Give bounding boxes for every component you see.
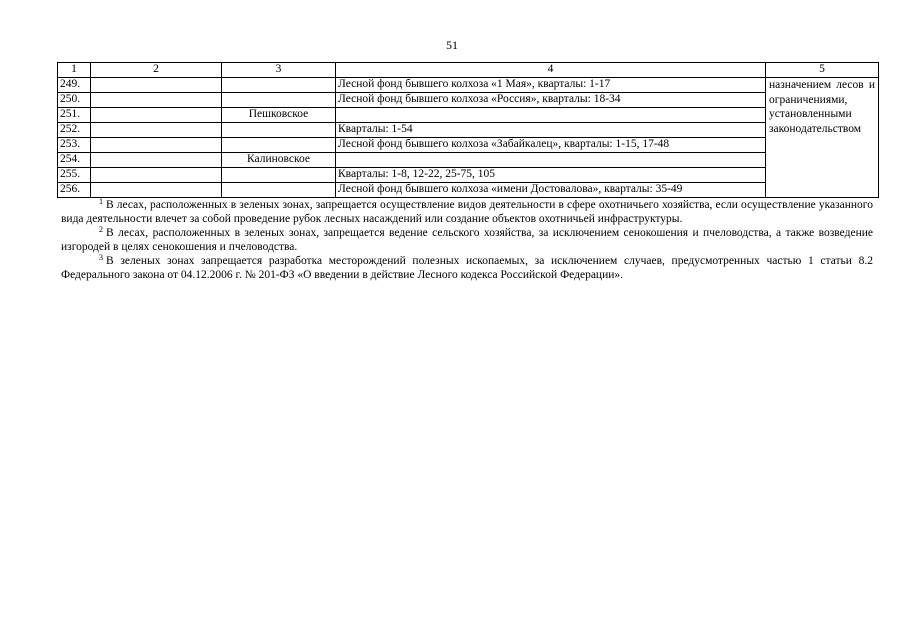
row-col-2 xyxy=(91,123,222,138)
table-row xyxy=(58,93,879,108)
header-col-4: 4 xyxy=(336,63,766,78)
row-col-3 xyxy=(222,93,336,108)
row-number: 255. xyxy=(58,168,91,183)
row-col-4: Лесной фонд бывшего колхоза «Забайкалец», кварталы: 1-15, 17-48 xyxy=(336,138,766,153)
footnote-1 xyxy=(61,198,873,226)
row-col-2 xyxy=(91,138,222,153)
table-row xyxy=(58,168,879,183)
footnote-2 xyxy=(61,226,873,254)
footnotes xyxy=(61,198,873,282)
row-col-3 xyxy=(222,123,336,138)
row-col-2 xyxy=(91,183,222,198)
footnote-3 xyxy=(61,254,873,282)
row-col-3: Пешковское xyxy=(222,108,336,123)
footnote-2-text: В лесах, расположенных в зеленых зонах, запрещается ведение сельского хозяйства, за исключением сенокошения и пчеловодства, а также возведение изгородей в целях сенокошения и пчеловодства. xyxy=(61,227,873,253)
row-col-4 xyxy=(336,153,766,168)
table-row xyxy=(58,78,879,93)
row-col-2 xyxy=(91,153,222,168)
footnote-3-text: В зеленых зонах запрещается разработка месторождений полезных ископаемых, за исключением случаев, предусмотренных частью 1 статьи 8.2 Федерального закона от 04.12.2006 г. № 201-ФЗ «О введении в действие Лесного кодекса Российской Федерации». xyxy=(61,255,873,281)
table-row xyxy=(58,123,879,138)
row-number: 250. xyxy=(58,93,91,108)
table-row xyxy=(58,183,879,198)
table-row xyxy=(58,153,879,168)
row-col-3 xyxy=(222,168,336,183)
header-col-3: 3 xyxy=(222,63,336,78)
table-row xyxy=(58,108,879,123)
row-col-2 xyxy=(91,93,222,108)
footnote-3-mark: 3 xyxy=(99,253,103,262)
footnote-1-mark: 1 xyxy=(99,197,103,206)
footnote-2-mark: 2 xyxy=(99,225,103,234)
row-col-4 xyxy=(336,108,766,123)
row-number: 256. xyxy=(58,183,91,198)
row-col-4: Кварталы: 1-54 xyxy=(336,123,766,138)
page-number: 51 xyxy=(446,38,458,52)
row-number: 254. xyxy=(58,153,91,168)
row-number: 253. xyxy=(58,138,91,153)
row-col-2 xyxy=(91,108,222,123)
header-col-5: 5 xyxy=(766,63,879,78)
col-5-merged-cell: назначением лесов и ограничениями, установленными законодательством xyxy=(766,78,879,198)
footnote-1-text: В лесах, расположенных в зеленых зонах, запрещается осуществление видов деятельности в сфере охотничьего хозяйства, если осуществление указанного вида деятельности влечет за собой проведение рубок лесных насаждений или создание объектов охотничьей инфраструктуры. xyxy=(61,199,873,225)
forest-table xyxy=(57,62,879,198)
row-col-2 xyxy=(91,78,222,93)
row-col-4: Лесной фонд бывшего колхоза «имени Достовалова», кварталы: 35-49 xyxy=(336,183,766,198)
row-col-2 xyxy=(91,168,222,183)
row-number: 251. xyxy=(58,108,91,123)
row-col-4: Кварталы: 1-8, 12-22, 25-75, 105 xyxy=(336,168,766,183)
row-col-3 xyxy=(222,78,336,93)
row-col-4: Лесной фонд бывшего колхоза «Россия», кварталы: 18-34 xyxy=(336,93,766,108)
header-col-1: 1 xyxy=(58,63,91,78)
row-number: 252. xyxy=(58,123,91,138)
header-col-2: 2 xyxy=(91,63,222,78)
row-number: 249. xyxy=(58,78,91,93)
row-col-4: Лесной фонд бывшего колхоза «1 Мая», кварталы: 1-17 xyxy=(336,78,766,93)
table-header-row xyxy=(58,63,879,78)
row-col-3 xyxy=(222,138,336,153)
table-row xyxy=(58,138,879,153)
row-col-3: Калиновское xyxy=(222,153,336,168)
row-col-3 xyxy=(222,183,336,198)
